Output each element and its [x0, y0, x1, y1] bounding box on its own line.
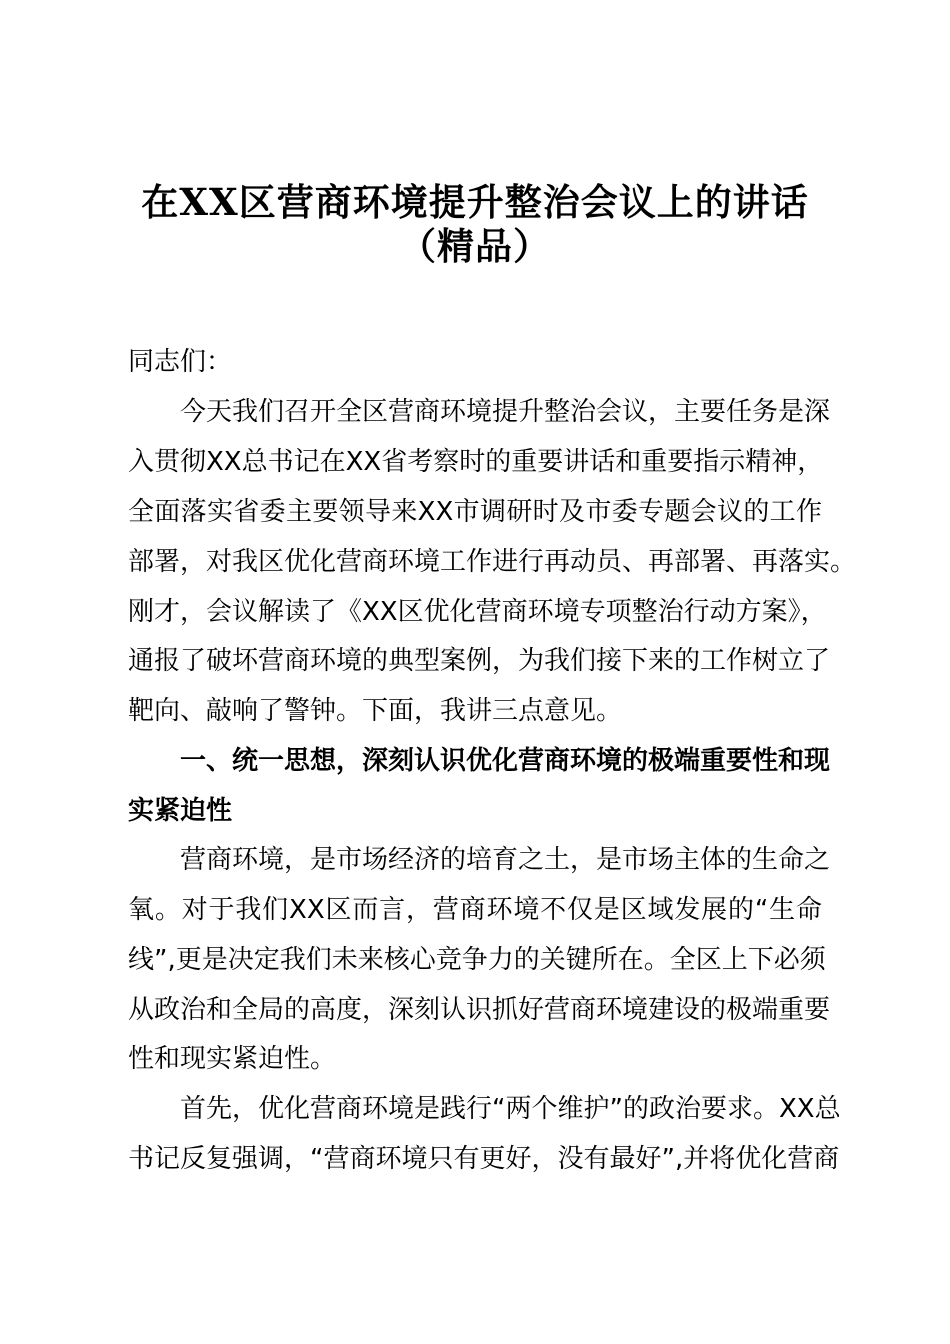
- paragraph-line: 全面落实省委主要领导来XX市调研时及市委专题会议的工作: [128, 497, 822, 527]
- paragraph-line: 首先，优化营商环境是践行“两个维护”的政治要求。XX总: [180, 1094, 841, 1124]
- salutation: 同志们：: [128, 347, 233, 377]
- paragraph-line: 今天我们召开全区营商环境提升整治会议，主要任务是深: [180, 397, 831, 427]
- paragraph-line: 氧。对于我们XX区而言，营商环境不仅是区域发展的“生命: [128, 895, 822, 925]
- paragraph-line: 通报了破坏营商环境的典型案例，为我们接下来的工作树立了: [128, 646, 831, 676]
- section-heading: 一、统一思想，深刻认识优化营商环境的极端重要性和现: [180, 746, 831, 776]
- section-heading: 实紧迫性: [128, 796, 233, 826]
- document-title-line-1: 在XX区营商环境提升整治会议上的讲话: [141, 180, 809, 224]
- paragraph-line: 刚才，会议解读了《XX区优化营商环境专项整治行动方案》，: [128, 597, 827, 627]
- paragraph-line: 营商环境，是市场经济的培育之土，是市场主体的生命之: [180, 845, 831, 875]
- paragraph-line: 靶向、敲响了警钟。下面，我讲三点意见。: [128, 696, 623, 726]
- paragraph-line: 入贯彻XX总书记在XX省考察时的重要讲话和重要指示精神，: [128, 447, 824, 477]
- paragraph-line: 从政治和全局的高度，深刻认识抓好营商环境建设的极端重要: [128, 995, 831, 1025]
- paragraph-line: 部署，对我区优化营商环境工作进行再动员、再部署、再落实。: [128, 547, 857, 577]
- paragraph-line: 书记反复强调，“营商环境只有更好，没有最好”,并将优化营商: [128, 1144, 840, 1174]
- paragraph-line: 性和现实紧迫性。: [128, 1044, 337, 1074]
- document-title-line-2: （精品）: [399, 224, 551, 268]
- paragraph-line: 线”,更是决定我们未来核心竞争力的关键所在。全区上下必须: [128, 945, 826, 975]
